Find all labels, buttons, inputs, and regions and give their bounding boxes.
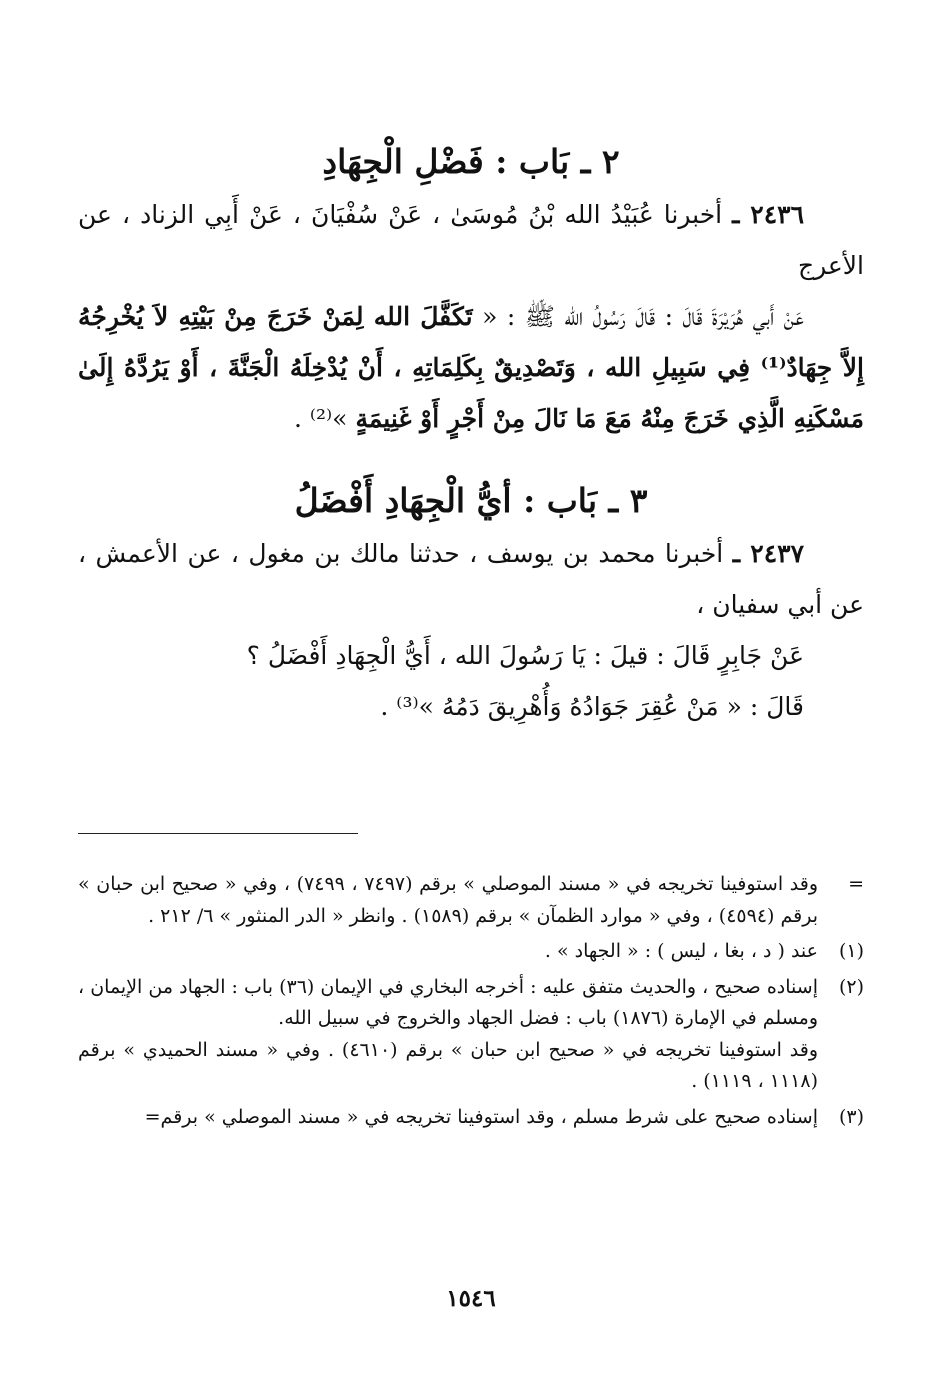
footnote-marker: (٣) xyxy=(838,1105,864,1128)
chapter-heading-3: ٣ ـ بَاب : أيُّ الْجِهَادِ أَفْضَلُ xyxy=(294,481,648,520)
footnote-text: وقد استوفينا تخريجه في « مسند الموصلي » برقم (٧٤٩٧ ، ٧٤٩٩) ، وفي « صحيح ابن حبان » برقم (٤٥٩٤) ، وفي « موارد الظمآن » برقم (١٥٨٩) . وانظر « الدر المنثور » ٦/ ٢١٢ . xyxy=(78,873,819,927)
footnote-text: إسناده صحيح على شرط مسلم ، وقد استوفينا تخريجه في « مسند الموصلي » برقم= xyxy=(144,1105,818,1128)
footnote-3 xyxy=(78,1102,864,1134)
footnote-text: وقد استوفينا تخريجه في « صحيح ابن حبان » برقم (٤٦١٠) . وفي « مسند الحميدي » برقم (١١١٨ ، ١١١٩) . xyxy=(78,1038,818,1092)
isnad-text: أخبرنا محمد بن يوسف ، حدثنا مالك بن مغول ، عن الأعمش ، عن أبي سفيان ، xyxy=(78,539,864,619)
footnote-1 xyxy=(78,936,864,968)
chapter-heading-2: ٢ ـ بَاب : فَضْلِ الْجِهَادِ xyxy=(322,142,620,181)
matn-quote: مَنْ عُقِرَ جَوَادُهُ وَأُهْرِيقَ دَمُهُ xyxy=(441,692,719,721)
footnote-text: عند ( د ، بغا ، ليس ) : « الجهاد » . xyxy=(544,940,818,962)
page-number: ١٥٤٦ xyxy=(446,1285,496,1312)
matn-end: »⁽³⁾ . xyxy=(380,692,442,721)
footnote-divider xyxy=(78,833,358,834)
book-page xyxy=(78,135,864,1335)
footnote-text: إسناده صحيح ، والحديث متفق عليه : أخرجه البخاري في الإيمان (٣٦) باب : الجهاد من الإيمان ، ومسلم في الإمارة (١٨٧٦) باب : فضل الجهاد والخروج في سبيل الله. xyxy=(78,975,818,1029)
hadith-2436-isnad xyxy=(78,189,864,291)
matn-end: »⁽²⁾ . xyxy=(293,404,356,433)
hadith-2436-matn xyxy=(78,291,864,444)
footnote-2-continued xyxy=(78,1035,864,1098)
footnote-marker: (٢) xyxy=(838,975,864,998)
footnotes xyxy=(78,869,864,1133)
hadith-number: ٢٤٣٦ ـ xyxy=(732,200,804,229)
footnote-marker: = xyxy=(848,873,864,895)
footnote-continuation xyxy=(78,869,864,932)
matn-intro: قَالَ : « xyxy=(718,692,804,721)
hadith-2437-matn-line1: عَنْ جَابِرٍ قَالَ : قيلَ : يَا رَسُولَ الله ، أَيُّ الْجِهَادِ أَفْضَلُ ؟ xyxy=(246,641,804,670)
footnote-2 xyxy=(78,972,864,1035)
matn-quote: تَكَفَّلَ الله لِمَنْ خَرَجَ مِنْ بَيْتِهِ لاَ يُخْرِجُهُ إِلاَّ جِهَادٌ⁽¹⁾ فِي سَبِيلِ الله ، وَتَصْدِيقٌ بِكَلِمَاتِهِ ، أَنْ يُدْخِلَهُ الْجَنَّةَ ، أَوْ يَرُدَّهُ إِلَىٰ مَسْكَنِهِ الَّذِي خَرَجَ مِنْهُ مَعَ مَا نَالَ مِنْ أَجْرٍ أَوْ غَنِيمَةٍ xyxy=(78,302,864,433)
hadith-2437-isnad xyxy=(78,528,864,630)
hadith-2437-matn-line2 xyxy=(78,681,864,732)
footnote-marker: (١) xyxy=(838,940,864,962)
isnad-text: أخبرنا عُبَيْدُ الله بْنُ مُوسَىٰ ، عَنْ سُفْيَانَ ، عَنْ أَبِي الزناد ، عن الأعرج xyxy=(78,200,864,280)
hadith-number: ٢٤٣٧ ـ xyxy=(732,539,804,568)
matn-intro: عَنْ أَبي هُرَيْرَةَ قَالَ : قَالَ رَسُولُ الله ﷺ : « xyxy=(472,302,804,331)
